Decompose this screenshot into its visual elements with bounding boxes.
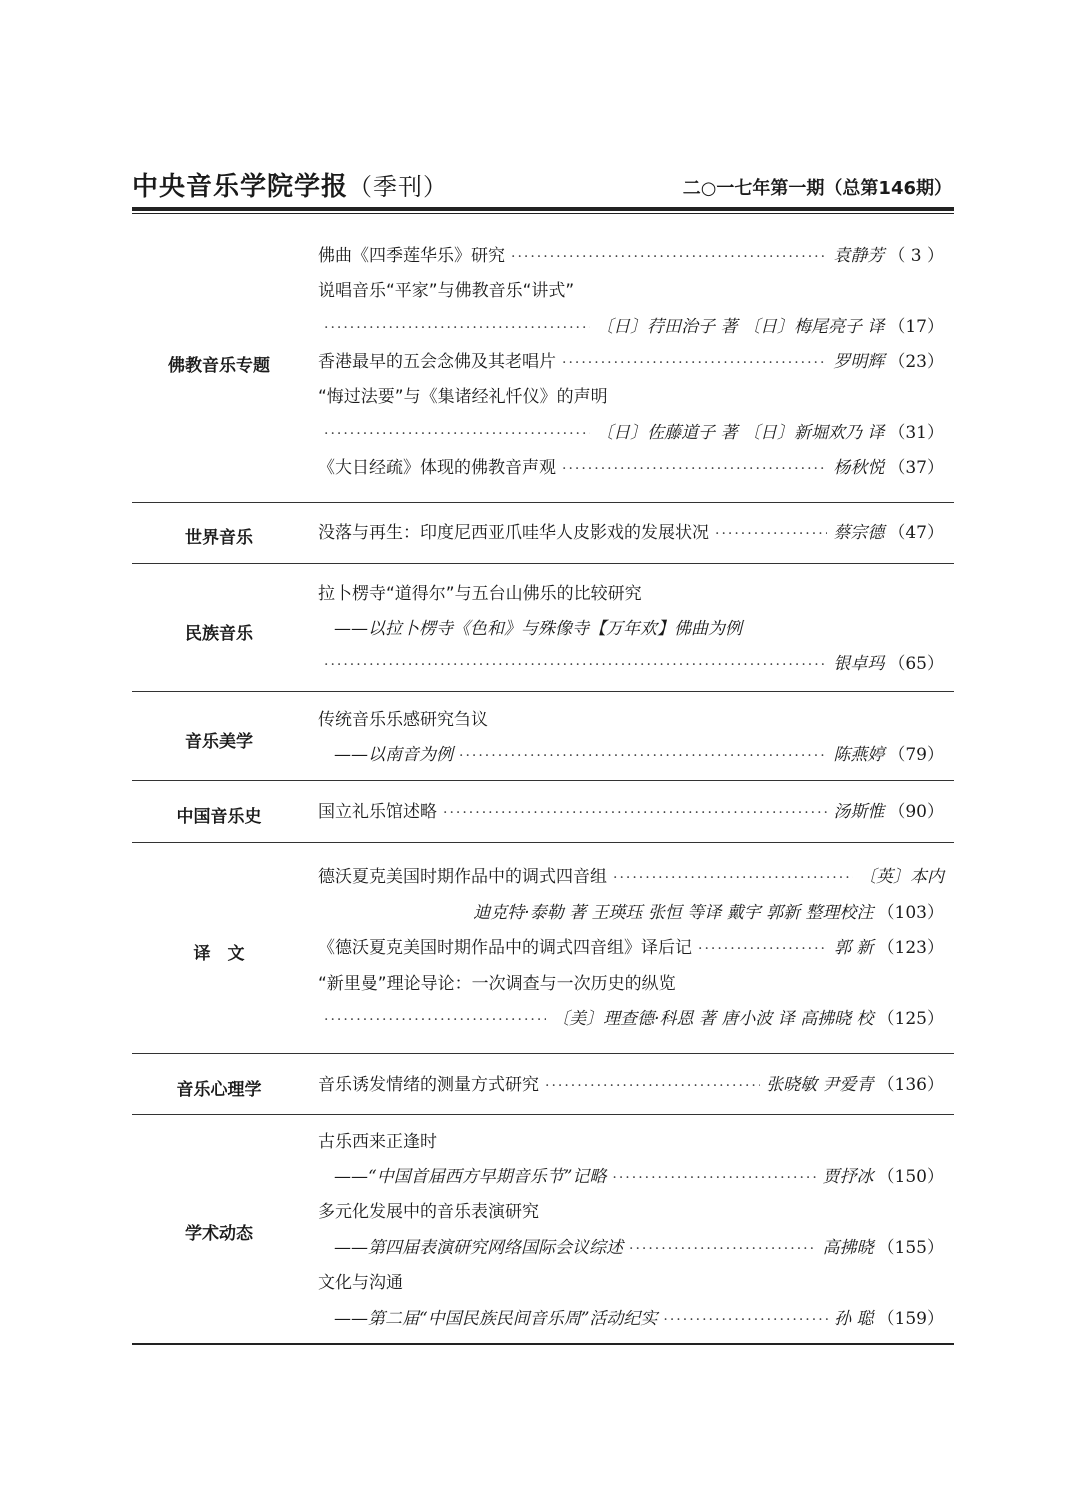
page-number: （90）	[888, 802, 944, 822]
article-subtitle: ——以南音为例	[334, 745, 453, 765]
leader-dots	[459, 743, 827, 769]
leader-dots	[698, 936, 828, 962]
toc-entry-line	[334, 1164, 944, 1190]
section-label: 民族音乐	[185, 624, 253, 644]
toc-entry-line	[318, 1129, 944, 1155]
leader-dots	[612, 1165, 816, 1191]
article-author: 银卓玛	[833, 654, 885, 674]
header-rule-thick	[132, 207, 954, 211]
article-author: 孙 聪	[834, 1309, 874, 1329]
page-number: （159）	[877, 1309, 944, 1329]
article-title: 拉卜楞寺“道得尔”与五台山佛乐的比较研究	[318, 584, 642, 604]
toc-entry-line	[318, 707, 944, 733]
leader-dots	[511, 244, 827, 270]
article-title: 没落与再生：印度尼西亚爪哇华人皮影戏的发展状况	[318, 523, 709, 543]
article-title: 《德沃夏克美国时期作品中的调式四音组》译后记	[318, 938, 692, 958]
article-author: 罗明辉	[833, 352, 885, 372]
journal-header	[132, 166, 954, 206]
toc-entry-line	[334, 742, 944, 768]
page-number: （125）	[877, 1009, 944, 1029]
article-title: 国立礼乐馆述略	[318, 802, 437, 822]
leader-dots	[324, 1007, 546, 1033]
toc-entry-line	[318, 900, 944, 926]
toc-entry-line	[318, 799, 944, 825]
article-subtitle: ——以拉卜楞寺《色和》与殊像寺【万年欢】佛曲为例	[334, 619, 742, 639]
article-author: 〔英〕本内	[859, 867, 944, 887]
leader-dots	[562, 350, 827, 376]
page-number: （23）	[888, 352, 944, 372]
article-title: 香港最早的五会念佛及其老唱片	[318, 352, 556, 372]
article-title: 佛曲《四季莲华乐》研究	[318, 246, 505, 266]
toc-entry-line	[334, 1235, 944, 1261]
article-author: 陈燕婷	[833, 745, 885, 765]
article-title: “新里曼”理论导论：一次调查与一次历史的纵览	[318, 974, 676, 994]
page-number: （47）	[888, 523, 944, 543]
leader-dots	[324, 315, 590, 341]
leader-dots	[629, 1236, 817, 1262]
journal-title	[132, 166, 448, 203]
toc-entry-line	[318, 1006, 944, 1032]
page-number: （65）	[888, 654, 944, 674]
toc-entry-line	[318, 864, 944, 890]
section-divider	[132, 691, 954, 692]
article-title: 多元化发展中的音乐表演研究	[318, 1202, 539, 1222]
article-title: 说唱音乐“平家”与佛教音乐“讲式”	[318, 281, 575, 301]
header-rule-thin	[132, 213, 954, 214]
journal-name: 中央音乐学院学报	[132, 172, 349, 202]
section-label: 佛教音乐专题	[168, 356, 270, 376]
article-author: 〔日〕荇田治子 著 〔日〕梅尾亮子 译	[596, 317, 885, 337]
toc-entry-line	[318, 243, 944, 269]
toc-entry-line	[318, 349, 944, 375]
article-title: 《大日经疏》体现的佛教音声观	[318, 458, 556, 478]
toc-entry-line	[318, 1199, 944, 1225]
section-divider	[132, 842, 954, 843]
article-author: 汤斯惟	[833, 802, 885, 822]
toc-entry-line	[318, 455, 944, 481]
toc-entry-line	[318, 971, 944, 997]
toc-entry-line	[318, 420, 944, 446]
toc-entry-line	[334, 1306, 944, 1332]
article-author: 高拂晓	[822, 1238, 874, 1258]
article-subtitle: ——第四届表演研究网络国际会议综述	[334, 1238, 623, 1258]
toc-entry-line	[334, 616, 944, 642]
section-label: 音乐心理学	[176, 1080, 262, 1100]
leader-dots	[562, 456, 827, 482]
toc-entry-line	[318, 1270, 944, 1296]
section-divider	[132, 563, 954, 564]
page-number: （17）	[888, 317, 944, 337]
page-number: （103）	[877, 903, 944, 923]
leader-dots	[715, 521, 827, 547]
leader-dots	[324, 421, 590, 447]
page-number: （150）	[877, 1167, 944, 1187]
article-title: “悔过法要”与《集诸经礼忏仪》的声明	[318, 387, 608, 407]
leader-dots	[613, 865, 853, 891]
article-author: 贾抒冰	[822, 1167, 874, 1187]
page-number: （79）	[888, 745, 944, 765]
toc-entry-line	[318, 314, 944, 340]
page-number: （123）	[877, 938, 944, 958]
article-author: 〔美〕理查德·科恩 著 唐小波 译 高拂晓 校	[552, 1009, 874, 1029]
article-author: 蔡宗德	[833, 523, 885, 543]
toc-bottom-rule	[132, 1343, 954, 1345]
leader-dots	[443, 800, 827, 826]
article-title: 德沃夏克美国时期作品中的调式四音组	[318, 867, 607, 887]
section-divider	[132, 1114, 954, 1115]
section-label: 中国音乐史	[176, 807, 262, 827]
section-label: 学术动态	[185, 1224, 253, 1244]
article-subtitle: ——“中国首届西方早期音乐节”记略	[334, 1167, 607, 1187]
section-label: 音乐美学	[185, 732, 253, 752]
page-number: （37）	[888, 458, 944, 478]
article-author: 袁静芳	[833, 246, 885, 266]
article-title: 传统音乐乐感研究刍议	[318, 710, 488, 730]
section-label: 译 文	[193, 944, 245, 964]
article-author: 〔日〕佐藤道子 著 〔日〕新堀欢乃 译	[596, 423, 885, 443]
article-title: 音乐诱发情绪的测量方式研究	[318, 1075, 539, 1095]
article-author: 郭 新	[834, 938, 874, 958]
page-number: （31）	[888, 423, 944, 443]
toc-entry-line	[318, 278, 944, 304]
article-title: 古乐西来正逢时	[318, 1132, 437, 1152]
leader-dots	[545, 1073, 760, 1099]
author-continuation: 迪克特·泰勒 著 王瑛珏 张恒 等译 戴宇 郭新 整理校注	[473, 903, 874, 923]
toc-entry-line	[318, 581, 944, 607]
article-author: 杨秋悦	[833, 458, 885, 478]
article-author: 张晓敏 尹爱青	[766, 1075, 874, 1095]
toc-entry-line	[318, 520, 944, 546]
article-title: 文化与沟通	[318, 1273, 403, 1293]
leader-dots	[324, 652, 827, 678]
page-number: （136）	[877, 1075, 944, 1095]
article-subtitle: ——第二届“中国民族民间音乐周”活动纪实	[334, 1309, 658, 1329]
toc-entry-line	[318, 651, 944, 677]
section-divider	[132, 1053, 954, 1054]
page-number: （ 3 ）	[888, 246, 944, 266]
toc-entry-line	[318, 384, 944, 410]
page-number: （155）	[877, 1238, 944, 1258]
issue-info: 二○一七年第一期（总第146期）	[682, 178, 952, 199]
leader-dots	[663, 1307, 828, 1333]
toc-entry-line	[318, 935, 944, 961]
section-divider	[132, 780, 954, 781]
journal-frequency: （季刊）	[348, 173, 449, 201]
toc-entry-line	[318, 1072, 944, 1098]
section-divider	[132, 502, 954, 503]
section-label: 世界音乐	[185, 528, 253, 548]
